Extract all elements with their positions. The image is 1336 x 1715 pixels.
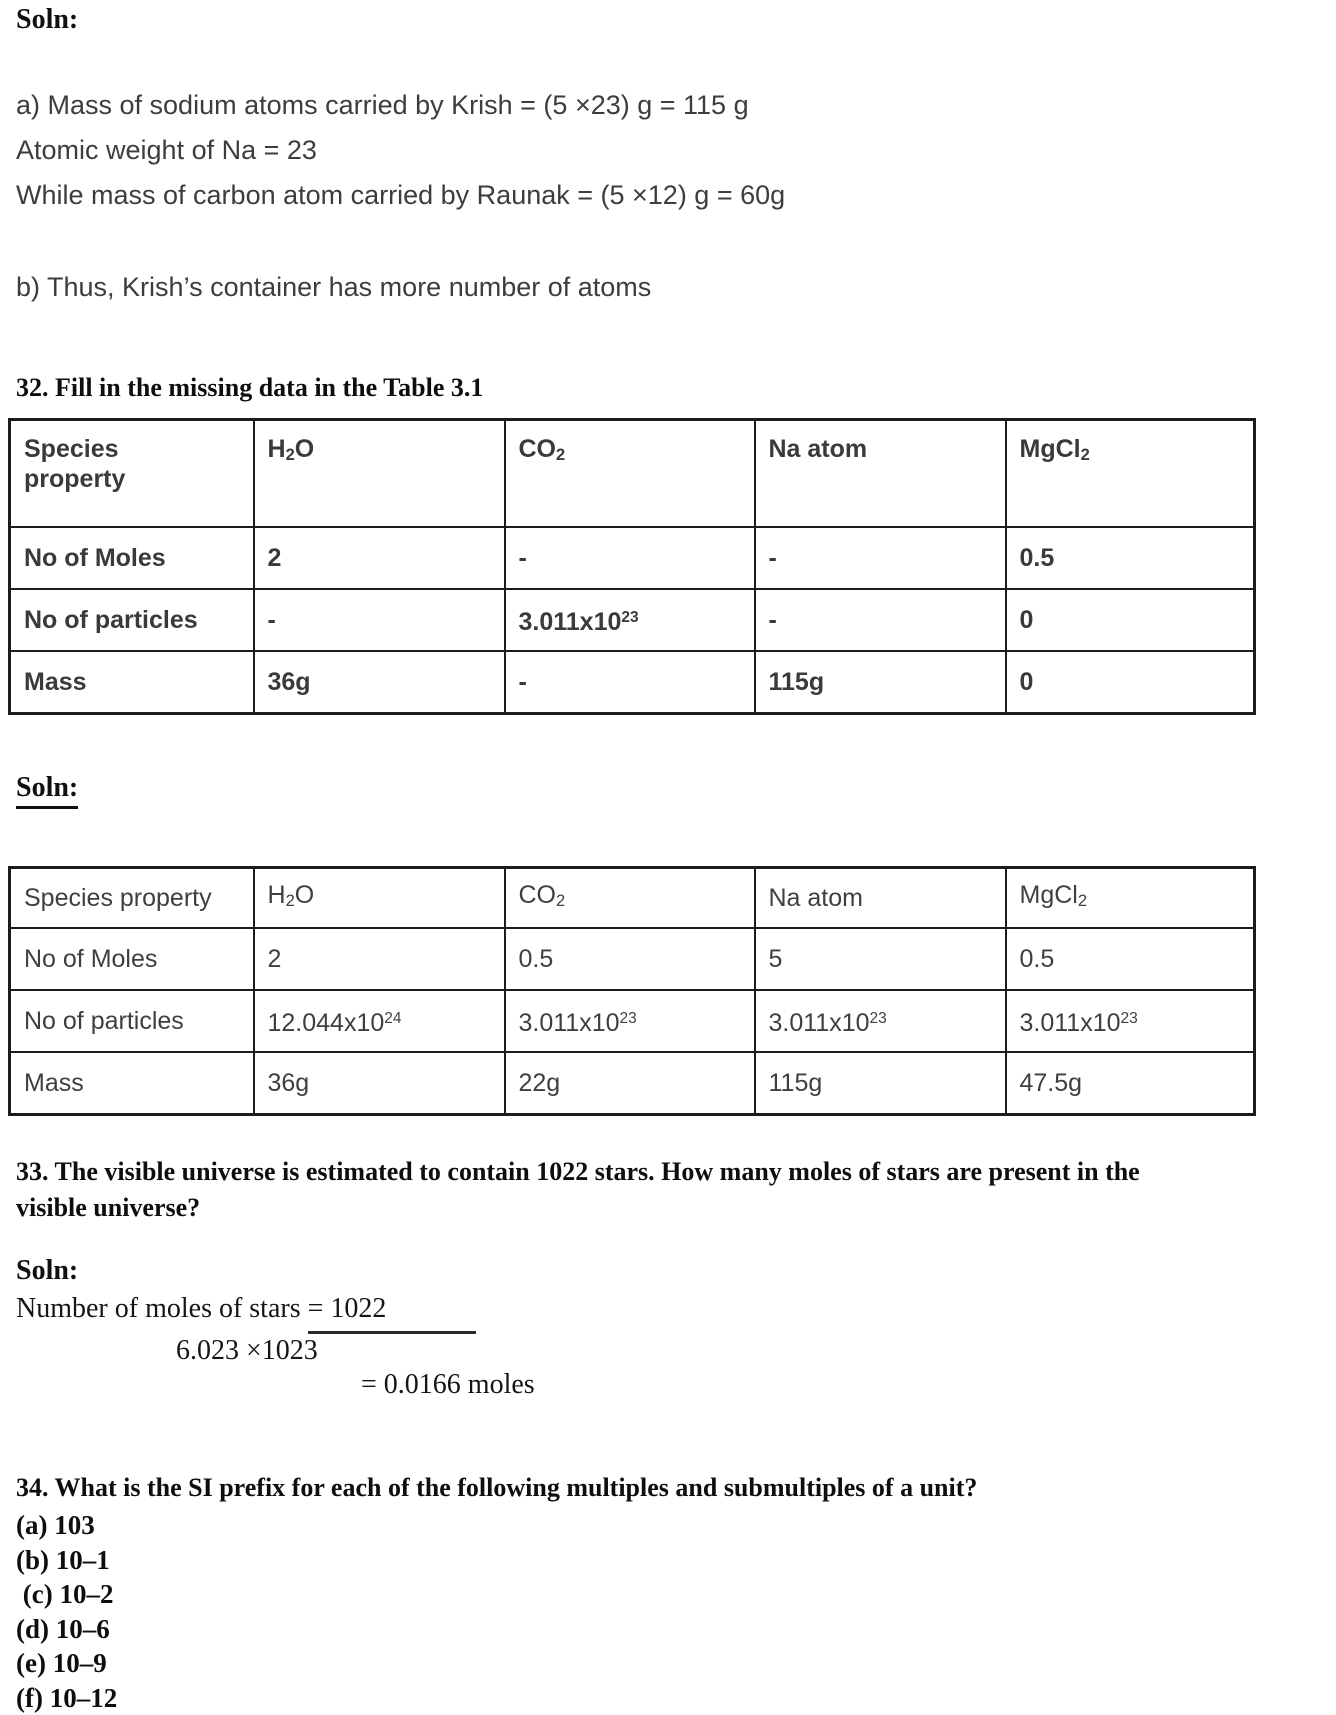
table-cell: $3.011x10^{23}$ — [505, 589, 755, 651]
mass-sodium-line: a) Mass of sodium atoms carried by Krish = (5 ×23) g = 115 g — [16, 83, 1320, 128]
fraction-denominator: 6.023 ×1023 — [176, 1334, 1320, 1368]
table2-header-mgcl2: MgCl$_2$ — [1006, 868, 1255, 929]
question-33-heading — [16, 1154, 1320, 1226]
solution-label-1: Soln: — [16, 2, 1320, 38]
table-cell: 2 — [254, 527, 505, 589]
solution-a-block — [16, 83, 1320, 218]
moles-equation-line — [16, 1290, 1320, 1334]
list-item-c: (c) 10–2 — [16, 1577, 1320, 1612]
table2-header-na-atom: Na atom — [755, 868, 1006, 929]
fraction-numerator: = 1022 — [308, 1290, 477, 1334]
table-cell: 0.5 — [1006, 928, 1255, 990]
list-item-e: (e) 10–9 — [16, 1646, 1320, 1681]
table2-header-species-property: Species property — [10, 868, 254, 929]
table-answer-32 — [8, 866, 1256, 1116]
table-cell: 5 — [755, 928, 1006, 990]
table-cell: - — [755, 589, 1006, 651]
table-cell: $3.011x10^{23}$ — [755, 990, 1006, 1052]
table-cell: No of particles — [10, 990, 254, 1052]
table-cell: 2 — [254, 928, 505, 990]
table-row — [10, 928, 1255, 990]
solution-label-2: Soln: — [16, 770, 78, 809]
solution-33-block — [16, 1252, 1320, 1402]
solution-label-2-row — [16, 770, 1320, 809]
table-cell: No of particles — [10, 589, 254, 651]
table2-header-h2o: $H_2O$ — [254, 868, 505, 929]
table-cell: 36g — [254, 651, 505, 714]
list-item-b: (b) 10–1 — [16, 1543, 1320, 1578]
table-cell: Mass — [10, 1052, 254, 1115]
table1-header-mgcl2: MgCl$_2$ — [1006, 420, 1255, 528]
header-line: property — [24, 464, 245, 494]
moles-equation-prefix: Number of moles of stars — [16, 1293, 308, 1324]
table1-header-na-atom: Na atom — [755, 420, 1006, 528]
table-cell: Mass — [10, 651, 254, 714]
table-cell: 0 — [1006, 651, 1255, 714]
table-cell: - — [755, 527, 1006, 589]
list-item-f: (f) 10–12 — [16, 1681, 1320, 1715]
table1-header-co2: $CO_2$ — [505, 420, 755, 528]
table-row — [10, 651, 1255, 714]
table-row — [10, 1052, 1255, 1115]
question-33-line-1: 33. The visible universe is estimated to contain 1022 stars. How many moles of stars are present in the — [16, 1154, 1320, 1190]
table-cell: - — [254, 589, 505, 651]
question-33-line-2: visible universe? — [16, 1190, 1320, 1226]
table2-header-row — [10, 868, 1255, 929]
carbon-mass-line: While mass of carbon atom carried by Raunak = (5 ×12) g = 60g — [16, 173, 1320, 218]
table-row — [10, 527, 1255, 589]
table-cell: 115g — [755, 651, 1006, 714]
table1-header-row — [10, 420, 1255, 528]
question-34-heading: 34. What is the SI prefix for each of the following multiples and submultiples of a unit? — [16, 1470, 1320, 1506]
table-cell: 0 — [1006, 589, 1255, 651]
table-cell: No of Moles — [10, 527, 254, 589]
table-cell: - — [505, 651, 755, 714]
list-item-a: (a) 103 — [16, 1508, 1320, 1543]
table-cell: - — [505, 527, 755, 589]
table-cell: $12.044x10^{24}$ — [254, 990, 505, 1052]
table-cell: 115g — [755, 1052, 1006, 1115]
table-cell: 36g — [254, 1052, 505, 1115]
table-cell: 22g — [505, 1052, 755, 1115]
table-cell: No of Moles — [10, 928, 254, 990]
list-item-d: (d) 10–6 — [16, 1612, 1320, 1647]
table-cell: 47.5g — [1006, 1052, 1255, 1115]
solution-b-line: b) Thus, Krish’s container has more number of atoms — [16, 265, 1320, 310]
table-cell: $3.011x10^{23}$ — [505, 990, 755, 1052]
question-34-list — [16, 1508, 1320, 1715]
table-row — [10, 990, 1255, 1052]
moles-result: = 0.0166 moles — [361, 1368, 1320, 1402]
table1-header-species-property — [10, 420, 254, 528]
table-row — [10, 589, 1255, 651]
question-32-heading: 32. Fill in the missing data in the Table 3.1 — [16, 370, 1320, 406]
table2-header-co2: $CO_2$ — [505, 868, 755, 929]
table-cell: 0.5 — [1006, 527, 1255, 589]
header-line: Species — [24, 434, 245, 464]
table-cell: $3.011x10^{23}$ — [1006, 990, 1255, 1052]
solution-label-3: Soln: — [16, 1252, 1320, 1290]
table-question-32 — [8, 418, 1256, 715]
table1-header-h2o: $H_2O$ — [254, 420, 505, 528]
table-cell: 0.5 — [505, 928, 755, 990]
atomic-weight-line: Atomic weight of Na = 23 — [16, 128, 1320, 173]
